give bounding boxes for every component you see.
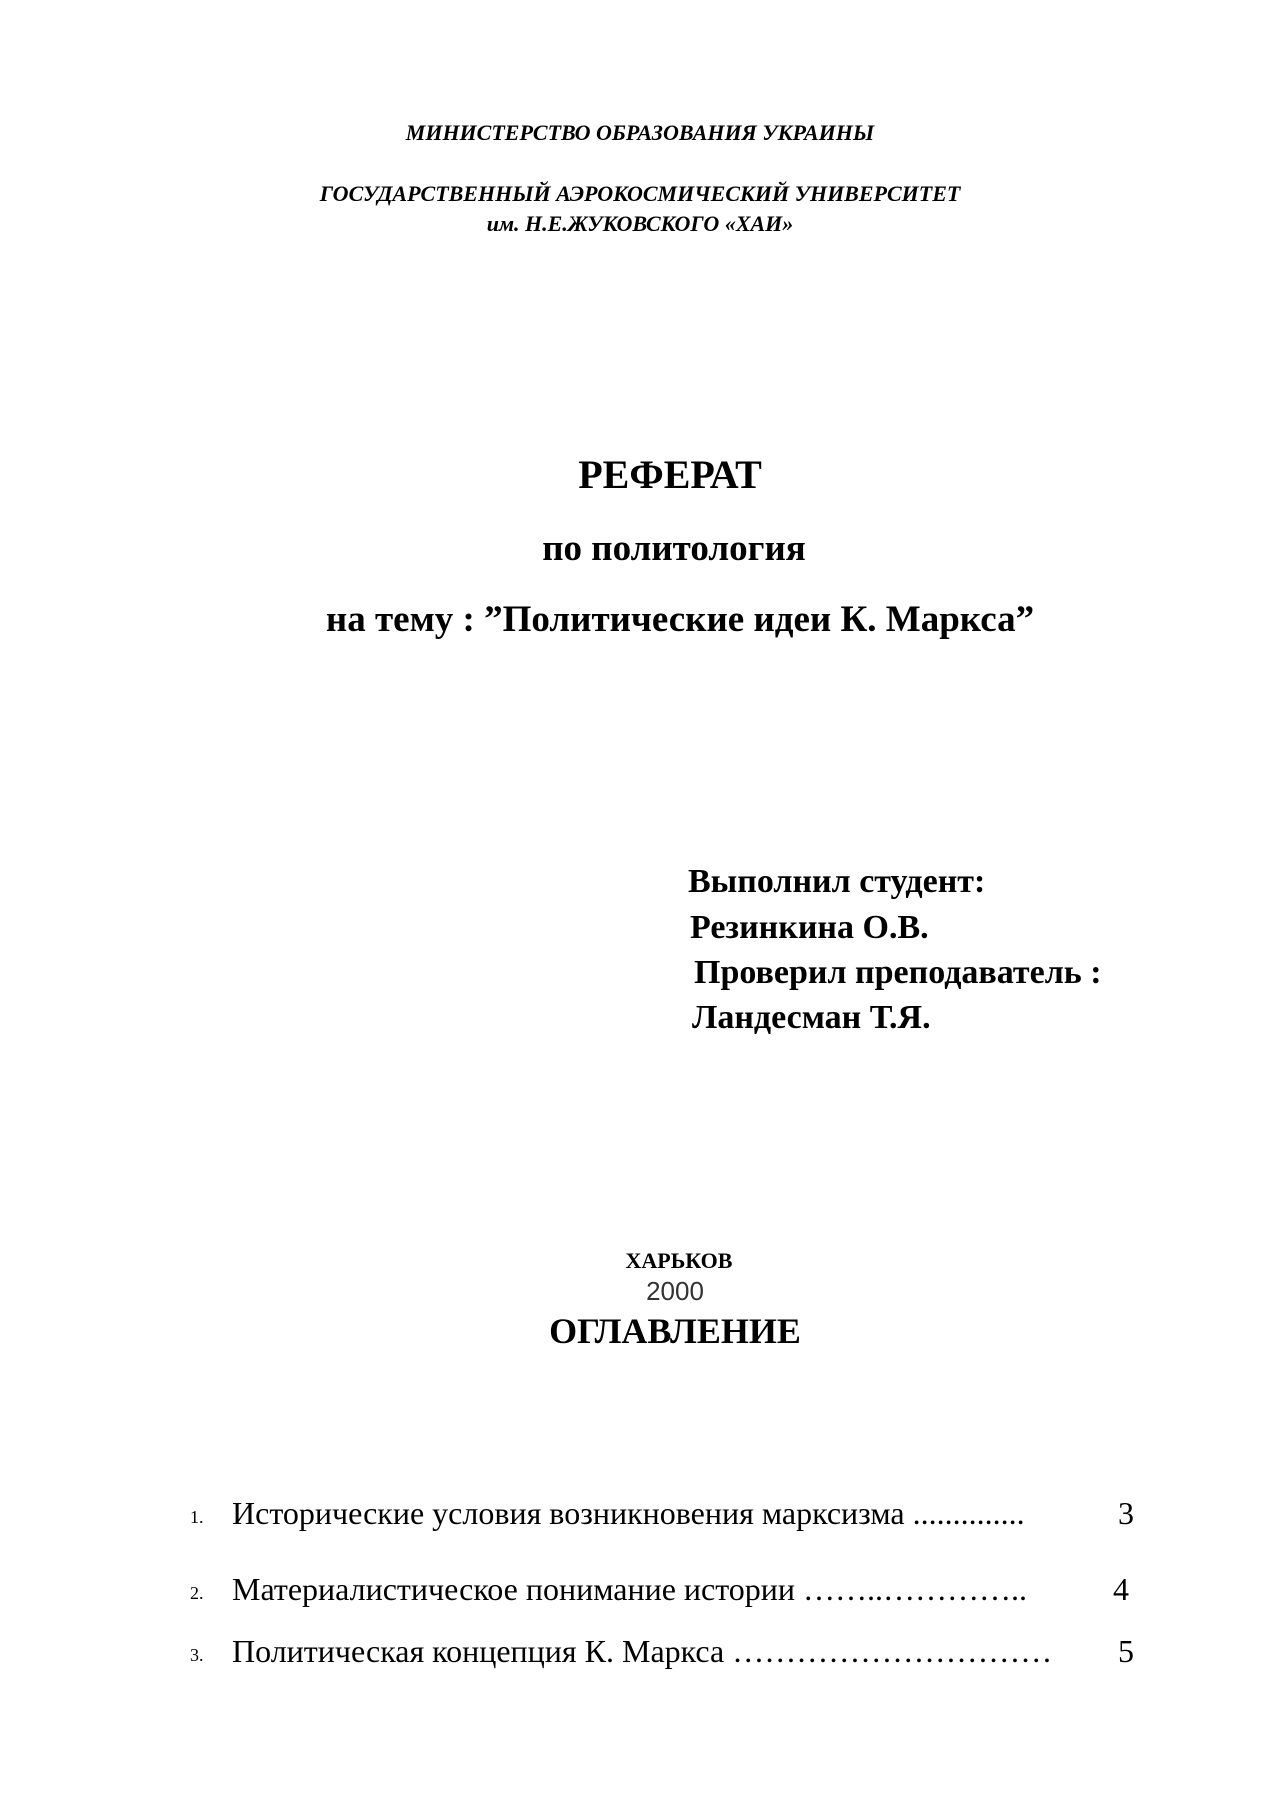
toc-item-page: 5 [1118,1633,1134,1669]
toc-item-number: 1. [190,1507,204,1527]
document-topic: на тему : ”Политические идеи К. Маркса” [325,599,1035,640]
toc-item-page: 3 [1118,1495,1134,1531]
toc-title: ОГЛАВЛЕНИЕ [549,1311,801,1351]
toc-item-text: Материалистическое понимание истории ……..………….. [232,1571,1028,1607]
year: 2000 [646,1276,704,1306]
city: ХАРЬКОВ [625,1248,733,1273]
university-subname: им. Н.Е.ЖУКОВСКОГО «ХАИ» [486,211,794,236]
document-type: РЕФЕРАТ [578,452,762,497]
checked-by-label: Проверил преподаватель : [694,954,1102,991]
document-subject: по политология [542,528,806,569]
performed-by-label: Выполнил студент: [688,863,986,900]
toc-item-number: 2. [190,1583,204,1603]
toc-item-text: Исторические условия возникновения марксизма .............. [232,1495,1025,1531]
toc-item-page: 4 [1113,1571,1129,1607]
toc-item-number: 3. [190,1645,204,1665]
ministry-heading: МИНИСТЕРСТВО ОБРАЗОВАНИЯ УКРАИНЫ [405,120,875,145]
toc-item-text: Политическая концепция К. Маркса ………………………… [232,1633,1053,1669]
student-name: Резинкина О.В. [690,909,929,946]
university-name: ГОСУДАРСТВЕННЫЙ АЭРОКОСМИЧЕСКИЙ УНИВЕРСИТЕТ [319,181,961,206]
teacher-name: Ландесман Т.Я. [692,999,931,1036]
